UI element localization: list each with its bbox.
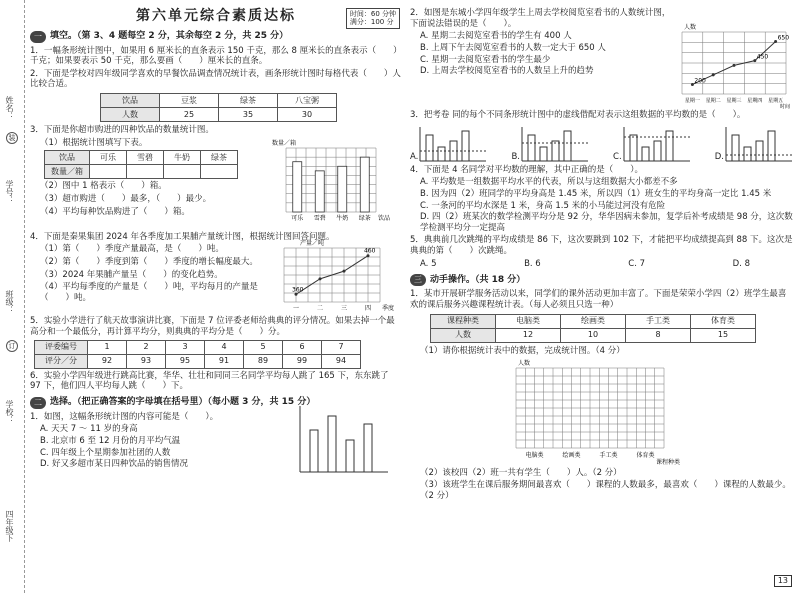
data-label: 450 [756,53,769,61]
time-limit: 时间：60 分钟 [349,10,396,18]
table-cell: 94 [322,354,361,368]
question-3-2: （2）图中 1 格表示（ ）箱。 [40,181,167,192]
operation-question-1-2: （2）该校四（2）班一共有学生（ ）人。（2 分） [420,467,622,478]
table-cell: 30 [278,108,337,122]
option-d[interactable]: D. 上周去学校阅览室看书的人数呈上升的趋势 [420,66,594,77]
question-3: 3．下面是你超市购进的四种饮品的数量统计图。 [30,125,214,135]
page-number: 13 [774,575,792,587]
table-row [35,340,361,354]
table-cell: 课程种类 [431,314,496,328]
q2-1-block [30,412,402,470]
name-label: 姓名： [5,96,14,120]
q2-2-block [410,8,794,108]
option-c[interactable]: C. 四年级上个星期参加社团的人数 [40,447,171,458]
question-3-1: （1）根据统计图填写下表。 [40,137,148,148]
data-point [319,278,322,281]
question-2: 2．下面是学校对四年级同学喜欢的早餐饮品调查情况统计表，画条形统计图时每格代表（ ）人比较合适。 [30,68,401,90]
table-cell: 8 [626,328,691,342]
x-tick-label: 三 [340,305,348,313]
x-tick-label: 二 [316,305,324,313]
x-axis-label: 课程种类 [656,459,681,467]
course-table [430,314,756,343]
section-title: 动手操作。（共 18 分） [430,274,526,285]
table-cell: 雪碧 [127,151,164,165]
table-cell: 5 [244,340,283,354]
school-label: 学校： [5,400,14,424]
question-5: 5．实验小学进行了航天故事演讲比赛，下面是 7 位评委老师给典典的评分情况。如果去掉一个最高分和一个最低分，再计算平均分，则典典的平均分是（ ）分。 [30,316,395,337]
question-3-3: （3）超市购进（ ）最多，（ ）最少。 [40,193,212,204]
table-cell: 10 [561,328,626,342]
table-cell: 绘画类 [561,314,626,328]
table-row [45,165,238,179]
bar [338,166,347,212]
fill-cell[interactable] [90,165,127,179]
table-row [101,108,337,122]
section-heading [30,31,402,43]
option-d[interactable]: D. 四（2）班某次的数学检测平均分是 92 分，华华因病未参加，复学后补考成绩是 98 分，这次数学检测平均分一定提高 [420,212,793,233]
x-axis-label: 季度 [382,305,395,313]
y-axis-label: 人数 [684,24,697,31]
table-cell: 25 [160,108,219,122]
operation-question-1: 1．某市开展研学服务活动以来，同学们的课外活动更加丰富了。下面是荣荣小学四（2）班学生最喜欢的课后服务兴趣课程统计表。（每人必须且只选一种） [410,289,787,310]
section-heading [410,274,794,286]
question-4-1: （1）第（ ）季度产量最高，是（ ）吨。 [40,244,224,255]
table-cell: 3 [166,340,205,354]
table-cell: 4 [205,340,244,354]
data-point [712,73,715,76]
bar [360,157,369,212]
x-tick-label: 星期二 [705,98,721,104]
option-b[interactable] [511,123,590,163]
table-cell: 89 [244,354,283,368]
id-label: 学号： [5,180,14,204]
data-label: 650 [777,34,790,42]
x-tick-label: 电脑类 [525,452,544,460]
option-d[interactable]: D. 好又多超市某日四种饮品的销售情况 [40,459,188,470]
bar [315,170,324,211]
table-cell: 数量／箱 [45,165,90,179]
data-label: 360 [292,286,304,294]
table-cell: 手工类 [626,314,691,328]
option-b[interactable]: B. 上周下午去阅览室看书的人数一定大于 650 人 [420,42,606,53]
table-cell: 93 [127,354,166,368]
q3-fill-table [44,150,238,179]
table-cell: 6 [283,340,322,354]
operation-question-1-1: （1）请你根据统计表中的数据，完成统计图。（4 分） [420,345,625,356]
option-label: D. [714,152,724,162]
bar [293,161,302,211]
option-label: A. [410,152,419,162]
table-cell: 95 [166,354,205,368]
table-cell: 评委编号 [35,340,88,354]
section-number: 三 [410,274,426,286]
choice-question-2: 2．如图是东城小学四年级学生上周去学校阅览室看书的人数统计图，下面说法错误的是（ ）。 [410,8,671,29]
x-axis-label: 时间 [780,104,791,110]
x-tick-label: 星期三 [726,98,742,104]
choice-question-5: 5．典典前几次跳绳的平均成绩是 86 下，这次要跳到 102 下，才能把平均成绩提高到 88 下。这次是典典的第（ ）次跳绳。 [410,235,793,256]
data-point [733,64,736,67]
question-4-2: （2）第（ ）季度到第（ ）季度的增长幅度最大。 [40,256,258,267]
table-cell: 2 [127,340,166,354]
fill-cell[interactable] [201,165,238,179]
table-cell: 豆浆 [160,94,219,108]
option-c[interactable]: C. 一条河的平均水深是 1 米，身高 1.5 米的小马能过河没有危险 [420,200,666,211]
section-number: 一 [30,31,46,43]
x-tick-label: 一 [292,305,300,313]
table-cell: 绿茶 [219,94,278,108]
section-title: 填空。（第 3、4 题每空 2 分，其余每空 2 分，共 25 分） [50,30,289,41]
table-cell: 15 [691,328,756,342]
option-a[interactable]: A. 天天 7 ～ 11 岁的身高 [40,424,138,435]
option-label: B. [511,152,520,162]
table-cell: 电脑类 [496,314,561,328]
drink-table [100,93,337,122]
table-cell: 7 [322,340,361,354]
binding-hole: 订 [6,340,18,352]
right-column [410,6,794,591]
table-cell: 可乐 [90,151,127,165]
table-cell: 评分／分 [35,354,88,368]
page-title: 第六单元综合素质达标 [136,8,296,24]
drink-bar-chart [270,138,390,228]
blank-grid-chart[interactable] [502,358,682,467]
class-label: 班级： [5,290,14,314]
option-c[interactable]: C. 星期一去阅览室看书的学生最少 [420,54,551,65]
x-tick-label: 体育类 [636,452,655,460]
data-label: 460 [364,247,376,255]
binding-hole: 装 [6,132,18,144]
table-row [35,354,361,368]
score-box [346,8,400,29]
question-1: 1．一幅条形统计图中，如果用 6 厘米长的直条表示 150 千克，那么 8 厘米长的直条表示（ ）千克；如果要表示 50 千克，那么要画（ ）厘米长的直条。 [30,45,402,67]
y-axis-label: 产量／吨 [300,240,325,248]
x-tick-label: 绘画类 [562,452,581,460]
option-chart [418,125,488,163]
fill-cell[interactable] [164,165,201,179]
option-c[interactable]: C. 7 [628,258,646,269]
option-a[interactable] [410,123,488,163]
x-tick-label: 可乐 [291,214,304,222]
q3-option-charts [410,123,794,163]
table-cell: 99 [283,354,322,368]
question-4: 4．下面是秦果集团 2024 年各季度加工果脯产量统计图，根据统计图回答问题。 [30,231,335,242]
table-row [101,94,337,108]
option-c[interactable] [613,123,692,163]
table-cell: 饮品 [45,151,90,165]
question-4-3: （3）2024 年果脯产量呈（ ）的变化趋势。 [40,269,223,280]
question-4-4: （4）平均每季度的产量是（ ）吨，平均每月的产量是（ ）吨。 [40,282,258,303]
table-cell: 1 [88,340,127,354]
grade-label: 四年级下 [5,510,14,542]
table-cell: 八宝粥 [278,94,337,108]
y-axis-label: 人数 [518,360,531,368]
table-cell: 91 [205,354,244,368]
table-cell: 人数 [431,328,496,342]
q3-block [30,138,402,230]
reading-line-chart [676,22,794,108]
option-b[interactable]: B. 6 [524,258,541,269]
table-cell: 牛奶 [164,151,201,165]
q5-options [420,259,750,270]
y-axis-label: 数量／箱 [272,139,297,147]
option-a[interactable]: A. 平均数是一组数据平均水平的代表，所以与这组数据大小都差不多 [420,177,678,188]
option-b[interactable]: B. 因为四（2）班同学的平均身高是 1.45 米，所以四（1）班女生的平均身高一定比 1.45 米 [420,188,772,199]
option-label: C. [613,152,622,162]
option-chart [724,125,794,163]
x-tick-label: 牛奶 [336,214,349,222]
x-tick-label: 星期一 [684,98,700,104]
x-tick-label: 手工类 [599,452,618,460]
table-cell: 人数 [101,108,160,122]
x-tick-label: 星期五 [768,98,784,104]
score-table [34,340,361,369]
q4-block [30,240,402,314]
table-row [431,328,756,342]
left-column [30,6,402,591]
table-row [431,314,756,328]
choice-question-4: 4．下面是 4 名同学对平均数的理解，其中正确的是（ ）。 [410,164,643,175]
option-d[interactable] [715,123,794,163]
table-cell: 饮品 [101,94,160,108]
choice-question-1: 1．如图，这幅条形统计图的内容可能是（ ）。 [30,411,219,422]
fill-cell[interactable] [127,165,164,179]
choice-question-3: 3．把考卷 同的每个不同条形统计图中的虚线借配对表示这组数据的平均数的是（ ）。 [410,110,746,120]
full-score: 满分：100 分 [349,18,394,27]
section-title: 选择。（把正确答案的字母填在括号里）（每小题 3 分，共 15 分） [50,397,316,408]
option-chart [622,125,692,163]
question-3-4: （4）平均每种饮品购进了（ ）箱。 [40,206,190,217]
unlabeled-bar-chart [292,402,392,476]
operation-question-1-3: （3）该班学生在课后服务期间最喜欢（ ）课程的人数最多，最喜欢（ ）课程的人数最少。（2 分） [420,480,791,501]
x-tick-label: 星期四 [747,98,763,104]
output-line-chart [270,238,400,314]
x-tick-label: 雪碧 [313,214,326,222]
table-cell: 35 [219,108,278,122]
x-tick-label: 四 [364,305,372,313]
x-tick-label: 绿茶 [358,214,371,222]
data-label: 200 [694,77,706,85]
section-number: 二 [30,397,46,409]
table-cell: 体育类 [691,314,756,328]
option-a[interactable]: A. 5 [420,258,437,269]
question-6: 6．实验小学四年级进行跳高比赛，华华、壮壮和同同三名同学平均每人跳了 165 下，东东跳了 97 下，他们四人平均每人跳（ ）下。 [30,370,389,392]
table-cell: 12 [496,328,561,342]
table-cell: 绿茶 [201,151,238,165]
option-b[interactable]: B. 北京市 6 至 12 月份的月平均气温 [40,436,181,446]
option-a[interactable]: A. 星期二去阅览室看书的学生有 400 人 [420,31,572,42]
data-point [343,270,346,273]
option-chart [520,125,590,163]
table-cell: 92 [88,354,127,368]
x-axis-label: 饮品 [378,214,391,222]
option-d[interactable]: D. 8 [732,258,750,269]
table-row [45,151,238,165]
binding-margin [0,0,25,593]
